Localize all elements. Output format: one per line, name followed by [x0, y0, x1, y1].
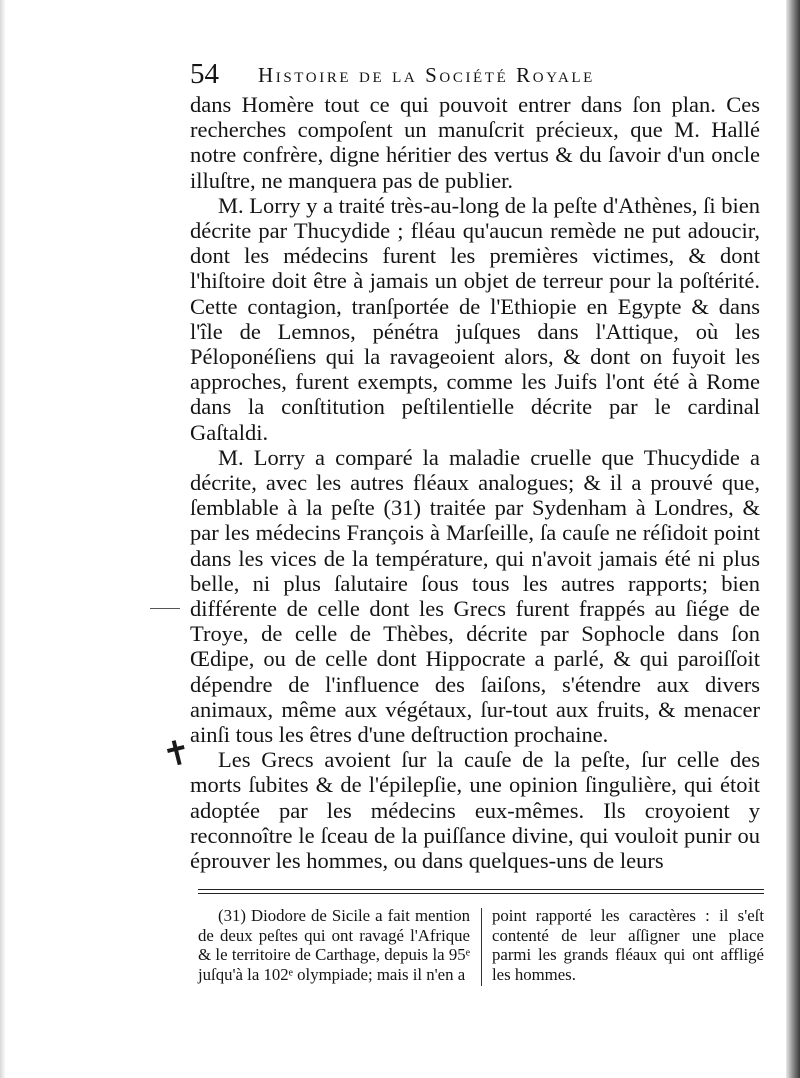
footnote-column-right — [492, 906, 764, 984]
paragraph-greek-opinion: Les Grecs avoient ſur la cauſe de la peſte, ſur celle des morts ſubites & de l'épilepſie, une opinion ſingulière, qui étoit adoptée par les médecins eux-mêmes. Ils croyoient y reconnoître le ſceau de la puiſſance divine, qui vouloit punir ou éprouver les hommes, ou dans quelques-uns de leurs — [190, 747, 760, 874]
footnote-31-continued: point rapporté les caractères : il s'eſt contenté de leur aſſigner une place parmi les grands fléaux qui ont affligé les hommes. — [492, 906, 764, 984]
page-gutter-shadow — [0, 0, 6, 1078]
paragraph-continuation: dans Homère tout ce qui pouvoit entrer dans ſon plan. Ces recherches compoſent un manuſcrit précieux, que M. Hallé notre confrère, digne héritier des vertus & du ſavoir d'un oncle illuſtre, ne manquera pas de publier. — [190, 92, 760, 193]
page-header — [190, 58, 760, 90]
body-text — [190, 92, 760, 873]
footnote-31: (31) Diodore de Sicile a fait mention de deux peſtes qui ont ravagé l'Afrique & le territoire de Carthage, depuis la 95ᵉ juſqu'à la 102ᵉ olympiade; mais il n'en a — [198, 906, 470, 984]
footnote-column-divider — [481, 908, 482, 986]
handwritten-cross-mark: ✝ — [158, 733, 196, 776]
footnote-rule-thin — [198, 893, 764, 894]
footnote-rule — [198, 889, 764, 890]
page-edge-shadow — [786, 0, 800, 1078]
page-number: 54 — [190, 58, 219, 90]
paragraph-athens-plague: M. Lorry y a traité très-au-long de la peſte d'Athènes, ſi bien décrite par Thucydide ; fléau qu'aucun remède ne put adoucir, dont les médecins furent les premières victimes, & dont l'hiſtoire doit être à jamais un objet de terreur pour la poſtérité. Cette contagion, tranſportée de l'Ethiopie en Egypte & dans l'île de Lemnos, pénétra juſques dans l'Attique, où les Péloponéſiens qui la ravageoient alors, & dont on fuyoit les approches, furent exempts, comme les Juifs l'ont été à Rome dans la conſtitution peſtilentielle décrite par le cardinal Gaſtaldi. — [190, 192, 760, 445]
running-head: Histoire de la Société Royale — [258, 63, 595, 87]
paragraph-comparison: M. Lorry a comparé la maladie cruelle que Thucydide a décrite, avec les autres fléaux analogues; & il a prouvé que, ſemblable à la peſte (31) traitée par Sydenham à Londres, & par les médecins François à Marſeille, ſa cauſe ne réſidoit point dans les vices de la température, qui n'avoit jamais été ni plus belle, ni plus ſalutaire ſous tous les autres rapports; bien différente de celle dont les Grecs furent frappés au ſiége de Troye, de celle de Thèbes, décrite par Sophocle dans ſon Œdipe, ou de celle dont Hippocrate a parlé, & qui paroiſſoit dépendre de l'influence des ſaiſons, s'étendre aux divers animaux, même aux végétaux, ſur-tout aux fruits, & menacer ainſi tous les êtres d'une deſtruction prochaine. — [190, 444, 760, 748]
footnote-column-left — [198, 906, 470, 984]
margin-dash-mark — [150, 608, 180, 609]
